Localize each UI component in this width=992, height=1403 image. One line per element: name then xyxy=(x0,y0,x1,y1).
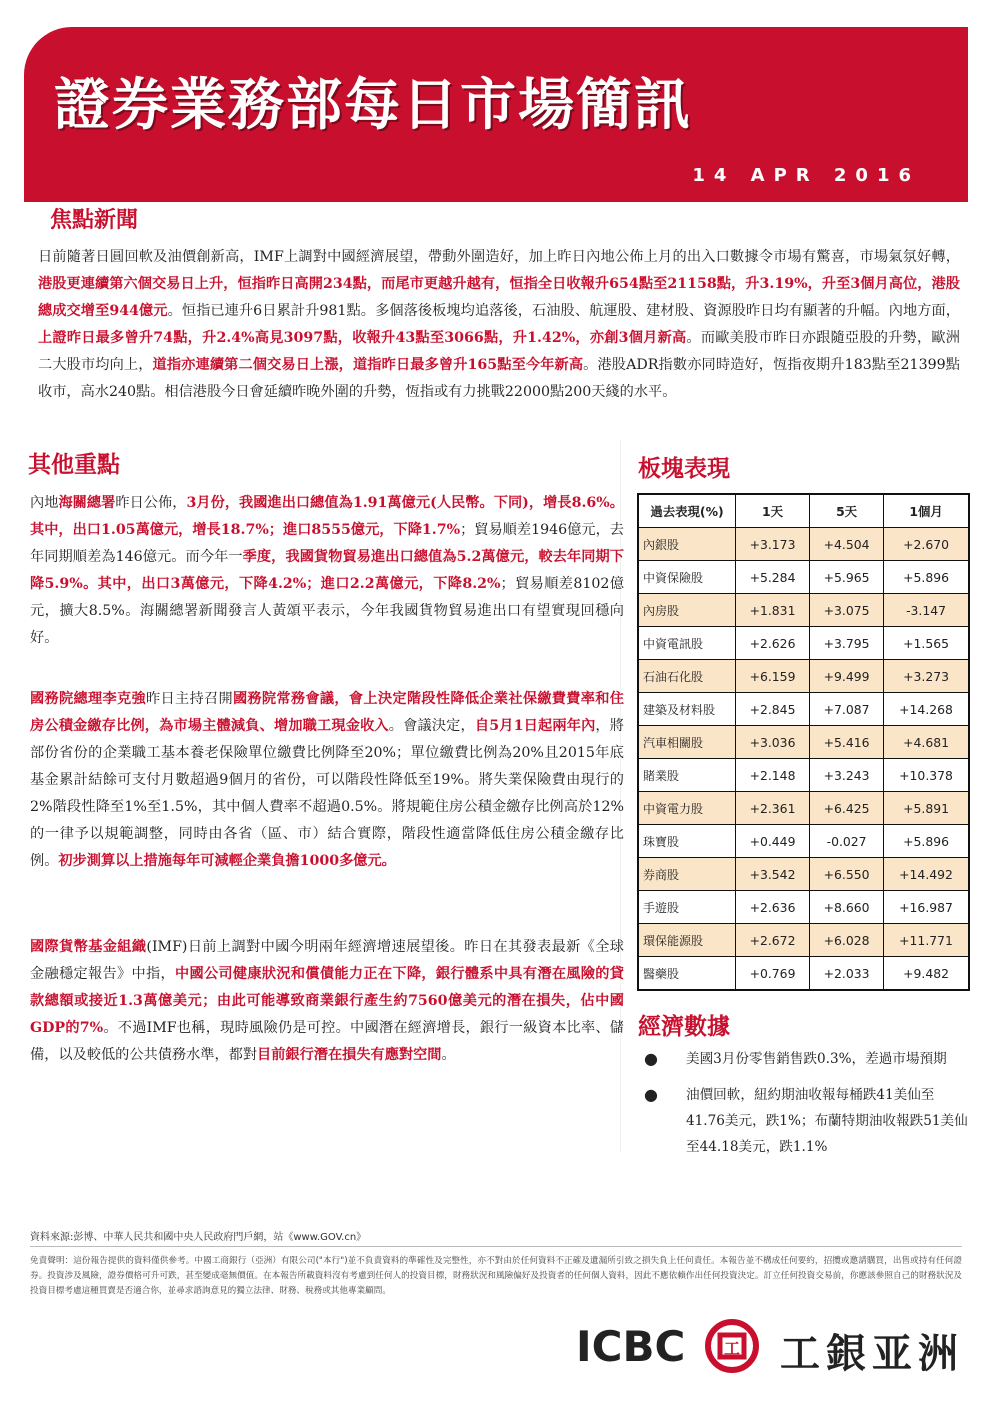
highlight-text: 3月份，我國進出口總值為1.91萬億元(人民幣。下同)，增長8.6%。其中，出口1.05萬億元，增長18.7%；進口8555億元，下降1.7% xyxy=(30,495,624,538)
one-day-cell: +2.636 xyxy=(736,891,810,924)
one-day-cell: +5.284 xyxy=(736,561,810,594)
one-day-cell: +1.831 xyxy=(736,594,810,627)
body-text: 昨日主持召開 xyxy=(145,691,233,707)
source-note: 資料來源:彭博、中華人民共和國中央人民政府門戶網，站《www.GOV.cn》 xyxy=(30,1232,367,1243)
sector-name-cell: 石油石化股 xyxy=(638,660,736,693)
sector-name-cell: 醫藥股 xyxy=(638,957,736,991)
one-month-cell: +14.268 xyxy=(884,693,969,726)
sector-name-cell: 手遊股 xyxy=(638,891,736,924)
report-date: 14 APR 2016 xyxy=(692,165,920,186)
one-day-cell: +6.159 xyxy=(736,660,810,693)
one-day-cell: +0.449 xyxy=(736,825,810,858)
body-text: 。港股ADR指數亦同時造好，恆指夜期升183點至21399點收市，高水240點。相信港股今日會延續昨晚外圍的升勢，恆指或有力挑戰22000點200天綫的水平。 xyxy=(38,357,960,400)
footer-divider xyxy=(30,1246,962,1247)
icbc-emblem-icon xyxy=(702,1318,762,1374)
sector-name-cell: 中資電訊股 xyxy=(638,627,736,660)
five-day-cell: +3.243 xyxy=(810,759,884,792)
table-row xyxy=(638,594,969,627)
body-text: 。恒指已連升6日累計升981點。多個落後板塊均追落後，石油股、航運股、建材股、資源股昨日均有顯著的升幅。內地方面， xyxy=(167,303,960,319)
one-month-cell: -3.147 xyxy=(884,594,969,627)
table-row xyxy=(638,957,969,991)
five-day-cell: +6.425 xyxy=(810,792,884,825)
five-day-cell: +9.499 xyxy=(810,660,884,693)
column-header-1d: 1天 xyxy=(736,494,810,528)
bullet-icon: ● xyxy=(644,1049,658,1068)
one-month-cell: +10.378 xyxy=(884,759,969,792)
column-header-1m: 1個月 xyxy=(884,494,969,528)
column-header-period: 過去表現(%) xyxy=(638,494,736,528)
one-day-cell: +2.361 xyxy=(736,792,810,825)
list-item xyxy=(640,1082,970,1160)
highlight-text: 中國公司健康狀況和償債能力正在下降，銀行體系中具有潛在風險的貸款總額或接近1.3萬億美元；由此可能導致商業銀行產生約7560億美元的潛在損失，佔中國GDP的7% xyxy=(30,966,624,1036)
one-month-cell: +11.771 xyxy=(884,924,969,957)
header-banner xyxy=(24,27,968,202)
bullet-icon: ● xyxy=(644,1085,658,1104)
body-text: ；貿易順差1946億元，去年同期順差為146億元。而今年一 xyxy=(30,522,624,565)
highlight-text: 季度，我國貨物貿易進出口總值為5.2萬億元，較去年同期下降5.9%。其中，出口3萬億元，下降4.2%；進口2.2萬億元，下降8.2% xyxy=(30,549,624,592)
one-day-cell: +3.173 xyxy=(736,528,810,561)
sector-name-cell: 建築及材料股 xyxy=(638,693,736,726)
customs-paragraph xyxy=(30,490,624,652)
highlight-text: 自5月1日起兩年內 xyxy=(474,718,596,734)
table-row xyxy=(638,528,969,561)
sector-name-cell: 珠寶股 xyxy=(638,825,736,858)
five-day-cell: +4.504 xyxy=(810,528,884,561)
five-day-cell: +5.965 xyxy=(810,561,884,594)
icbc-logo xyxy=(576,1316,964,1377)
five-day-cell: +3.075 xyxy=(810,594,884,627)
one-month-cell: +16.987 xyxy=(884,891,969,924)
economic-item-text: 油價回軟，紐約期油收報每桶跌41美仙至41.76美元，跌1%；布蘭特期油收報跌51美仙至44.18美元，跌1.1% xyxy=(686,1087,968,1155)
highlight-text: 國際貨幣基金組織 xyxy=(30,939,147,955)
one-month-cell: +1.565 xyxy=(884,627,969,660)
five-day-cell: +5.416 xyxy=(810,726,884,759)
five-day-cell: +6.028 xyxy=(810,924,884,957)
table-row xyxy=(638,561,969,594)
sector-performance-table xyxy=(637,493,970,991)
economic-data-title: 經濟數據 xyxy=(638,1014,730,1040)
sector-name-cell: 賭業股 xyxy=(638,759,736,792)
highlight-text: 初步測算以上措施每年可減輕企業負擔1000多億元。 xyxy=(58,853,396,869)
one-day-cell: +2.845 xyxy=(736,693,810,726)
sector-name-cell: 內銀股 xyxy=(638,528,736,561)
sector-name-cell: 中資電力股 xyxy=(638,792,736,825)
five-day-cell: +3.795 xyxy=(810,627,884,660)
state-council-paragraph xyxy=(30,686,624,875)
one-month-cell: +9.482 xyxy=(884,957,969,991)
body-text: 。不過IMF也稱，現時風險仍是可控。中國潛在經濟增長，銀行一級資本比率、儲備，以及較低的公共債務水準，都對 xyxy=(30,1020,624,1063)
body-text: (IMF)日前上調對中國今明兩年經濟增速展望後。昨日在其發表最新《全球金融穩定報告》中指， xyxy=(30,939,624,982)
highlight-text: 港股更連續第六個交易日上升，恒指昨日高開234點，而尾市更越升越有，恒指全日收報升654點至21158點，升3.19%，升至3個月高位，港股總成交增至944億元 xyxy=(38,276,960,319)
imf-paragraph xyxy=(30,934,624,1069)
logo-wordmark-cn: 工銀亚洲 xyxy=(780,1331,964,1377)
sector-name-cell: 內房股 xyxy=(638,594,736,627)
list-item xyxy=(640,1046,970,1072)
body-text: 日前隨著日圓回軟及油價創新高，IMF上調對中國經濟展望，帶動外圍造好，加上昨日內地公佈上月的出入口數據令市場有驚喜，市場氣氛好轉， xyxy=(38,249,960,265)
focus-news-text xyxy=(38,244,960,406)
disclaimer-text: 免責聲明：這份報告提供的資料僅供參考。中國工商銀行（亞洲）有限公司("本行")並不負責資料的準確性及完整性，亦不對由於任何資料不正確及遺漏所引致之損失負上任何責任。本報告並不構成任何要約，招攬或邀請購買，出售或持有任何證券。投資涉及風險，證券價格可升可跌，甚至變成毫無價值。在本報告所載資料沒有考慮到任何人的投資目標，財務狀況和風險偏好及投資者的任何個人資料，因此不應依賴作出任何投資決定。訂立任何投資交易前，你應該參照自己的財務狀況及投資目標考慮這種買賣是否適合你，並尋求諮詢意見的獨立法律、財務、稅務或其他專業顧問。 xyxy=(30,1256,962,1296)
one-month-cell: +4.681 xyxy=(884,726,969,759)
highlight-text: 道指亦連續第二個交易日上漲，道指昨日最多曾升165點至今年新高 xyxy=(152,357,584,373)
one-month-cell: +14.492 xyxy=(884,858,969,891)
economic-data-list xyxy=(640,1046,970,1170)
one-day-cell: +2.672 xyxy=(736,924,810,957)
table-row xyxy=(638,891,969,924)
body-text: 。會議決定， xyxy=(388,718,475,734)
body-text: ，將部份省份的企業職工基本養老保險單位繳費比例降至20%；單位繳費比例為20%且2015年底基金累計結餘可支付月數超過9個月的省份，可以階段性降低至19%。將失業保險費由現行的2%階段性降至1%至1.5%，其中個人費率不超過0.5%。將規範住房公積金繳存比例高於12%的一律予以規範調整，同時由各省（區、市）結合實際，階段性適當降低住房公積金繳存比例。 xyxy=(30,718,624,869)
table-row xyxy=(638,825,969,858)
highlight-text: 目前銀行潛在損失有應對空間 xyxy=(257,1047,442,1063)
highlight-text: 國務院常務會議，會上決定階段性降低企業社保繳費費率和住房公積金繳存比例，為市場主體減負、增加職工現金收入 xyxy=(30,691,624,734)
one-month-cell: +3.273 xyxy=(884,660,969,693)
table-row xyxy=(638,693,969,726)
logo-wordmark-en: ICBC xyxy=(576,1322,686,1371)
emblem-character: 工 xyxy=(723,1339,741,1358)
sector-name-cell: 中資保險股 xyxy=(638,561,736,594)
one-month-cell: +5.891 xyxy=(884,792,969,825)
economic-item-text: 美國3月份零售銷售跌0.3%，差過市場預期 xyxy=(686,1051,947,1067)
five-day-cell: +8.660 xyxy=(810,891,884,924)
sector-name-cell: 汽車相關股 xyxy=(638,726,736,759)
one-day-cell: +0.769 xyxy=(736,957,810,991)
sector-performance-title: 板塊表現 xyxy=(638,456,730,482)
table-row xyxy=(638,726,969,759)
table-header-row xyxy=(638,494,969,528)
one-day-cell: +3.542 xyxy=(736,858,810,891)
one-day-cell: +3.036 xyxy=(736,726,810,759)
table-row xyxy=(638,627,969,660)
one-month-cell: +5.896 xyxy=(884,561,969,594)
body-text: 昨日公佈， xyxy=(115,495,187,511)
table-row xyxy=(638,924,969,957)
body-text: 。而歐美股市昨日亦跟隨亞股的升勢，歐洲二大股市均向上， xyxy=(38,330,960,373)
highlight-text: 海關總署 xyxy=(58,495,116,511)
one-month-cell: +5.896 xyxy=(884,825,969,858)
one-day-cell: +2.626 xyxy=(736,627,810,660)
table-row xyxy=(638,660,969,693)
table-row xyxy=(638,858,969,891)
focus-news-title: 焦點新聞 xyxy=(50,208,139,233)
highlight-text: 上證昨日最多曾升74點，升2.4%高見3097點，收報升43點至3066點，升1.42%，亦創3個月新高 xyxy=(38,330,687,346)
body-text: 內地 xyxy=(30,495,59,511)
sector-name-cell: 券商股 xyxy=(638,858,736,891)
sector-table-body xyxy=(638,528,969,991)
other-highlights-title: 其他重點 xyxy=(28,452,120,478)
five-day-cell: +2.033 xyxy=(810,957,884,991)
one-day-cell: +2.148 xyxy=(736,759,810,792)
body-text: 。 xyxy=(441,1047,456,1063)
one-month-cell: +2.670 xyxy=(884,528,969,561)
highlight-text: 國務院總理李克強 xyxy=(30,691,146,707)
sector-name-cell: 環保能源股 xyxy=(638,924,736,957)
five-day-cell: +6.550 xyxy=(810,858,884,891)
table-row xyxy=(638,759,969,792)
body-text: ；貿易順差8102億元，擴大8.5%。海關總署新聞發言人黃頌平表示，今年我國貨物貿易進出口有望實現回穩向好。 xyxy=(30,576,625,646)
column-header-5d: 5天 xyxy=(810,494,884,528)
five-day-cell: +7.087 xyxy=(810,693,884,726)
five-day-cell: -0.027 xyxy=(810,825,884,858)
table-row xyxy=(638,792,969,825)
page-title: 證券業務部每日市場簡訊 xyxy=(54,73,692,138)
